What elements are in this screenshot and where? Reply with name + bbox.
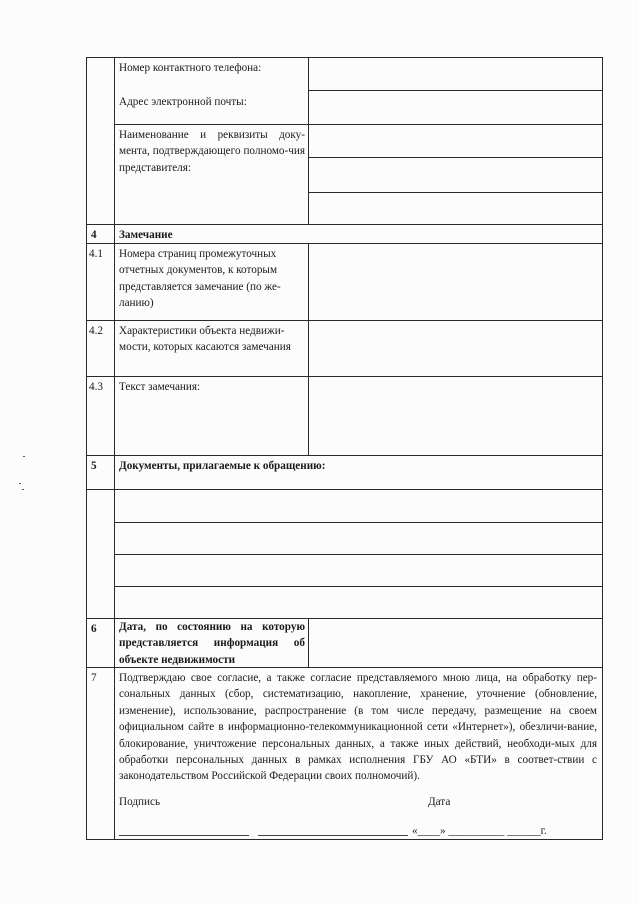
representative-document-label: Наименование и реквизиты доку-мента, подтверждающего полномо-чия представителя:: [119, 129, 305, 174]
row-line: [308, 157, 602, 158]
section-4-title: Замечание: [119, 229, 173, 241]
section-5-number: 5: [91, 460, 97, 472]
row-line: [86, 224, 602, 225]
item-4-2-label: Характеристики объекта недвижи-мости, которых касаются замечания: [119, 325, 291, 354]
section-7-number: 7: [91, 672, 97, 684]
item-4-2-number: 4.2: [89, 325, 103, 337]
item-4-3-label: Текст замечания:: [119, 381, 201, 393]
row-line: [86, 376, 602, 377]
item-4-1-number: 4.1: [89, 248, 103, 260]
section-5-title: Документы, прилагаемые к обращению:: [119, 460, 326, 472]
date-blank: «____» __________ ______г.: [412, 825, 547, 837]
scan-speck: [23, 456, 25, 457]
email-label: Адрес электронной почты:: [119, 96, 247, 108]
section-6-number: 6: [91, 623, 97, 635]
row-line: [86, 455, 602, 456]
section-6-title: Дата, по состоянию на которую представляется информация об объекте недвижимости: [119, 621, 305, 666]
section-4-number: 4: [91, 229, 97, 241]
scan-speck: [22, 489, 24, 490]
row-line: [114, 554, 602, 555]
column-divider: [308, 618, 309, 668]
date-label: Дата: [428, 796, 451, 808]
scan-speck: [19, 483, 21, 484]
item-4-1-label: Номера страниц промежуточных отчетных документов, к которым представляется замечание (по же-ланию): [119, 248, 281, 310]
row-line: [308, 90, 602, 91]
row-line: [86, 489, 602, 490]
phone-label: Номер контактного телефона:: [119, 62, 262, 74]
column-divider: [114, 57, 115, 840]
row-line: [114, 522, 602, 523]
row-line: [114, 124, 602, 125]
signature-label: Подпись: [119, 796, 161, 808]
column-divider: [308, 243, 309, 456]
row-line: [114, 586, 602, 587]
table-right-border: [602, 57, 603, 840]
table-left-border: [86, 57, 87, 840]
consent-text: Подтверждаю свое согласие, а также согласие представляемого мною лица, на обработку пер-сональных данных (сбор, систематизацию, накопление, хранение, уточнение (обновление, изменение), использование, распространение (в том числе передачу, размещение на своем официальном сайте в информационно-телекоммуникационной сети «Интернет»), обезличи-вание, блокирование, уничтожение персональных данных, а также иных действий, необходи-мых для обработки персональных данных в рамках исполнения ГБУ АО «БТИ» в соответ-ствии с законодательством Российской Федерации своих полномочий).: [119, 672, 597, 783]
item-4-3-number: 4.3: [89, 381, 103, 393]
row-line: [86, 57, 602, 58]
row-line: [86, 320, 602, 321]
row-line: [308, 192, 602, 193]
name-line: [258, 835, 408, 836]
signature-line: [119, 835, 249, 836]
column-divider: [308, 57, 309, 225]
